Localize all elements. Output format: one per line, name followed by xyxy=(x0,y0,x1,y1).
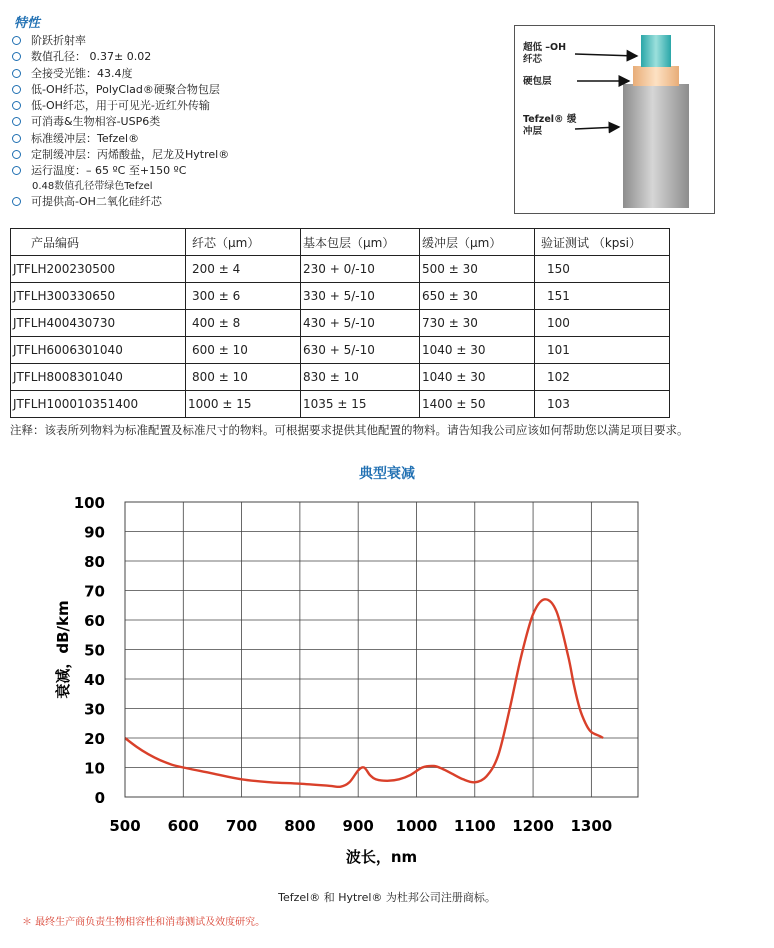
circle-bullet-icon xyxy=(12,52,21,61)
y-tick-label: 0 xyxy=(94,789,105,807)
circle-bullet-icon xyxy=(12,117,21,126)
attenuation-series-line xyxy=(125,599,603,787)
feature-item: 阶跃折射率 xyxy=(10,33,500,49)
x-tick-label: 900 xyxy=(342,817,374,835)
y-tick-label: 60 xyxy=(84,612,105,630)
x-tick-label: 1000 xyxy=(395,817,438,835)
y-tick-label: 90 xyxy=(84,523,105,542)
circle-bullet-icon xyxy=(12,197,21,206)
table-row: JTFLH400430730 400 ± 8 430 + 5/-10 730 ± 30 100 xyxy=(11,310,670,337)
feature-item: 全接受光锥：43.4度 xyxy=(10,66,500,82)
y-tick-label: 20 xyxy=(84,730,105,748)
core-arrow xyxy=(575,54,637,56)
feature-subline: 0.48数值孔径带绿色Tefzel xyxy=(32,180,153,192)
table-header-row xyxy=(11,229,670,256)
circle-bullet-icon xyxy=(12,150,21,159)
cladding-label: 硬包层 xyxy=(523,76,552,87)
y-tick-label: 50 xyxy=(84,641,105,660)
feature-item: 低-OH纤芯，用于可见光-近红外传输 xyxy=(10,98,500,114)
buffer-layer xyxy=(623,84,689,208)
core-label: 超低 –OH 纤芯 xyxy=(523,42,567,65)
chart-ticks xyxy=(74,494,613,835)
feature-item: 可提供高-OH二氧化硅纤芯 xyxy=(10,194,500,210)
circle-bullet-icon xyxy=(12,69,21,78)
trademark-note: Tefzel® 和 Hytrel® 为杜邦公司注册商标。 xyxy=(278,891,496,904)
x-tick-label: 800 xyxy=(284,817,316,835)
chart-title: 典型衰减 xyxy=(359,466,415,482)
fiber-diagram xyxy=(514,25,715,214)
x-tick-label: 1200 xyxy=(512,817,554,835)
y-tick-label: 10 xyxy=(84,759,105,778)
feature-item: 可消毒&生物相容-USP6类 xyxy=(10,114,500,130)
feature-item: 数值孔径： 0.37± 0.02 xyxy=(10,49,500,65)
table-note: 注释：该表所列物料为标准配置及标准尺寸的物料。可根据要求提供其他配置的物料。请告知我公司应该如何帮助您以满足项目要求。 xyxy=(10,423,689,437)
feature-item: 低-OH纤芯，PolyClad®硬聚合物包层 xyxy=(10,82,500,98)
circle-bullet-icon xyxy=(12,101,21,110)
x-tick-label: 1300 xyxy=(570,817,613,835)
feature-item: 定制缓冲层：丙烯酸盐，尼龙及Hytrel® xyxy=(10,147,500,163)
x-tick-label: 500 xyxy=(109,817,141,835)
circle-bullet-icon xyxy=(12,85,21,94)
table-row: JTFLH200230500 200 ± 4 230 + 0/-10 500 ± 30 150 xyxy=(11,256,670,283)
buffer-arrow xyxy=(575,127,619,129)
col-header: 产品编码 xyxy=(11,229,186,256)
circle-bullet-icon xyxy=(12,36,21,45)
table-row: JTFLH300330650 300 ± 6 330 + 5/-10 650 ± 30 151 xyxy=(11,283,670,310)
col-header: 验证测试 （kpsi） xyxy=(535,229,670,256)
features-list xyxy=(10,33,500,180)
feature-item: 运行温度：– 65 ºC 至+150 ºC xyxy=(10,163,500,179)
x-axis-label: 波长，nm xyxy=(345,848,418,866)
table-row: JTFLH8008301040 800 ± 10 830 ± 10 1040 ± 30 102 xyxy=(11,364,670,391)
y-tick-label: 40 xyxy=(84,671,105,689)
col-header: 基本包层（μm） xyxy=(301,229,420,256)
features-title: 特性 xyxy=(14,16,41,31)
col-header: 缓冲层（μm） xyxy=(420,229,535,256)
table-row: JTFLH100010351400 1000 ± 15 1035 ± 15 1400 ± 50 103 xyxy=(11,391,670,418)
circle-bullet-icon xyxy=(12,134,21,143)
feature-item: 标准缓冲层：Tefzel® xyxy=(10,131,500,147)
x-tick-label: 700 xyxy=(225,817,258,835)
attenuation-chart xyxy=(0,480,774,880)
x-tick-label: 600 xyxy=(167,817,199,835)
y-tick-label: 30 xyxy=(84,700,105,719)
features-section xyxy=(10,12,500,210)
y-tick-label: 100 xyxy=(73,494,105,512)
col-header: 纤芯（μm） xyxy=(186,229,301,256)
spec-table xyxy=(10,228,670,418)
table-row: JTFLH6006301040 600 ± 10 630 + 5/-10 1040 ± 30 101 xyxy=(11,337,670,364)
footnote: ＊ 最终生产商负责生物相容性和消毒测试及效度研究。 xyxy=(22,917,266,928)
cladding-layer xyxy=(633,66,679,86)
buffer-label: Tefzel® 缓 冲层 xyxy=(523,114,577,137)
x-tick-label: 1100 xyxy=(453,817,496,835)
core-layer xyxy=(641,35,671,67)
circle-bullet-icon xyxy=(12,166,21,175)
chart-grid xyxy=(125,502,638,797)
y-tick-label: 80 xyxy=(84,553,105,571)
y-axis-label: 衰减，dB/km xyxy=(54,600,72,699)
y-tick-label: 70 xyxy=(84,582,105,601)
